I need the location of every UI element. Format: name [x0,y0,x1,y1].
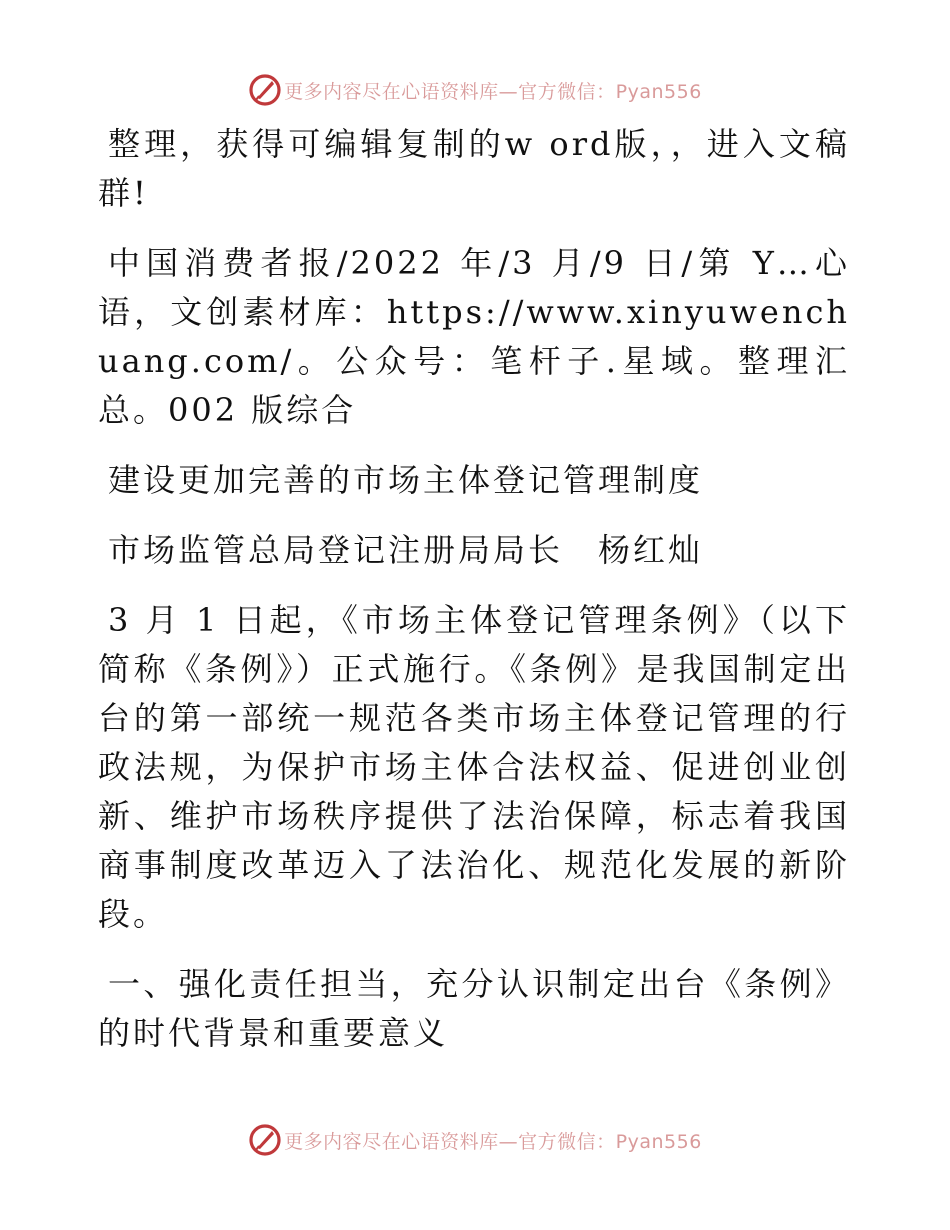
watermark-text: 更多内容尽在心语资料库—官方微信：Pyan556 [284,80,702,103]
source-paragraph: 中国消费者报/2022 年/3 月/9 日/第 Y…心语，文创素材库：https://www.xinyuwenchuang.com/。公众号：笔杆子.星域。整理汇总。002 版综合 [98,244,850,429]
feather-logo-icon [248,73,282,107]
author-line: 市场监管总局登记注册局局长 杨红灿 [108,531,704,569]
footer-watermark [0,1120,950,1160]
watermark-text: 更多内容尽在心语资料库—官方微信：Pyan556 [284,1130,702,1153]
body-paragraph: 3 月 1 日起，《市场主体登记管理条例》（以下简称《条例》）正式施行。《条例》是我国制定出台的第一部统一规范各类市场主体登记管理的行政法规，为保护市场主体合法权益、促进创业创新、维护市场秩序提供了法治保障，标志着我国商事制度改革迈入了法治化、规范化发展的新阶段。 [98,601,850,933]
header-watermark [0,70,950,110]
document-body [98,120,850,1079]
article-title: 建设更加完善的市场主体登记管理制度 [108,461,704,499]
feather-logo-icon [248,1123,282,1157]
intro-paragraph: 整理，获得可编辑复制的w ord版，，进入文稿群! [98,125,850,212]
section-heading: 一、强化责任担当，充分认识制定出台《条例》的时代背景和重要意义 [98,965,850,1052]
